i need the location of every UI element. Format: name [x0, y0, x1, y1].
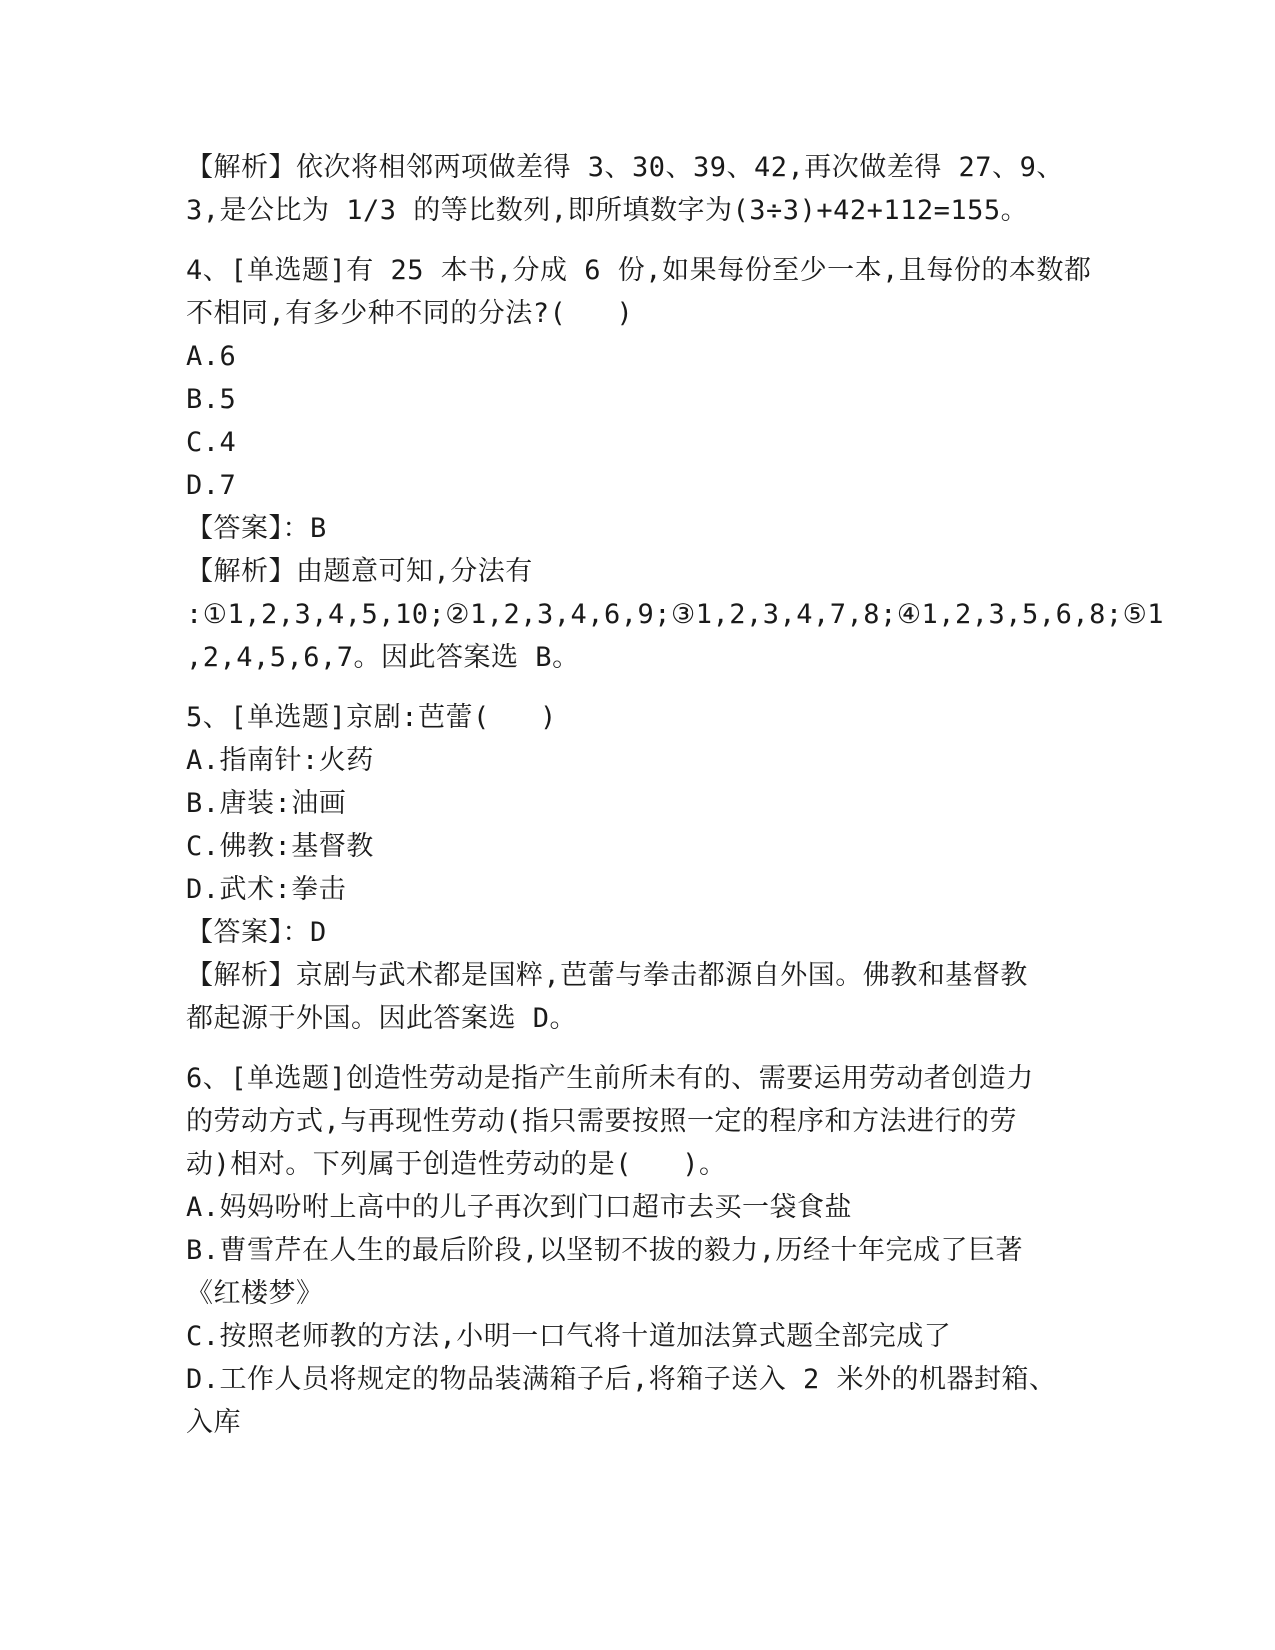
analysis-line: 都起源于外国。因此答案选 D。 — [186, 1003, 578, 1034]
question-stem: 6、[单选题]创造性劳动是指产生前所未有的、需要运用劳动者创造力 — [186, 1063, 1034, 1094]
option-d-continued: 入库 — [186, 1407, 241, 1438]
question-5 — [186, 696, 1086, 1040]
option-a: A.指南针:火药 — [186, 745, 374, 776]
answer-line: 【答案】：D — [186, 917, 327, 948]
analysis-line: 【解析】由题意可知,分法有 — [186, 556, 533, 587]
question-stem: 的劳动方式,与再现性劳动(指只需要按照一定的程序和方法进行的劳 — [186, 1106, 1018, 1137]
option-a: A.妈妈吩咐上高中的儿子再次到门口超市去买一袋食盐 — [186, 1192, 853, 1223]
question-stem: 动)相对。下列属于创造性劳动的是( )。 — [186, 1149, 727, 1180]
document-page — [186, 146, 1165, 1444]
option-d: D.工作人员将规定的物品装满箱子后,将箱子送入 2 米外的机器封箱、 — [186, 1364, 1057, 1395]
question-6 — [186, 1057, 1086, 1444]
option-c: C.按照老师教的方法,小明一口气将十道加法算式题全部完成了 — [186, 1321, 952, 1352]
analysis-line: 【解析】依次将相邻两项做差得 3、30、39、42,再次做差得 27、9、 — [186, 152, 1064, 183]
analysis-line: :①1,2,3,4,5,10;②1,2,3,4,6,9;③1,2,3,4,7,8;④1,2,3,5,6,8;⑤1 — [186, 599, 1165, 630]
analysis-line: 3,是公比为 1/3 的等比数列,即所填数字为(3÷3)+42+112=155。 — [186, 195, 1029, 226]
analysis-line: 【解析】京剧与武术都是国粹,芭蕾与拳击都源自外国。佛教和基督教 — [186, 960, 1028, 991]
answer-line: 【答案】：B — [186, 513, 327, 544]
analysis-line: ,2,4,5,6,7。因此答案选 B。 — [186, 642, 580, 673]
option-b: B.唐装:油画 — [186, 788, 347, 819]
option-b: B.曹雪芹在人生的最后阶段,以坚韧不拔的毅力,历经十年完成了巨著 — [186, 1235, 1024, 1266]
option-b: B.5 — [186, 384, 237, 415]
prev-analysis — [186, 146, 1086, 232]
option-c: C.4 — [186, 427, 237, 458]
question-stem: 不相同,有多少种不同的分法?( ) — [186, 298, 634, 329]
option-d: D.武术:拳击 — [186, 874, 347, 905]
option-b-continued: 《红楼梦》 — [186, 1278, 324, 1309]
option-a: A.6 — [186, 341, 237, 372]
option-d: D.7 — [186, 470, 237, 501]
question-stem: 5、[单选题]京剧:芭蕾( ) — [186, 702, 557, 733]
question-4 — [186, 249, 1165, 679]
option-c: C.佛教:基督教 — [186, 831, 374, 862]
question-stem: 4、[单选题]有 25 本书,分成 6 份,如果每份至少一本,且每份的本数都 — [186, 255, 1092, 286]
